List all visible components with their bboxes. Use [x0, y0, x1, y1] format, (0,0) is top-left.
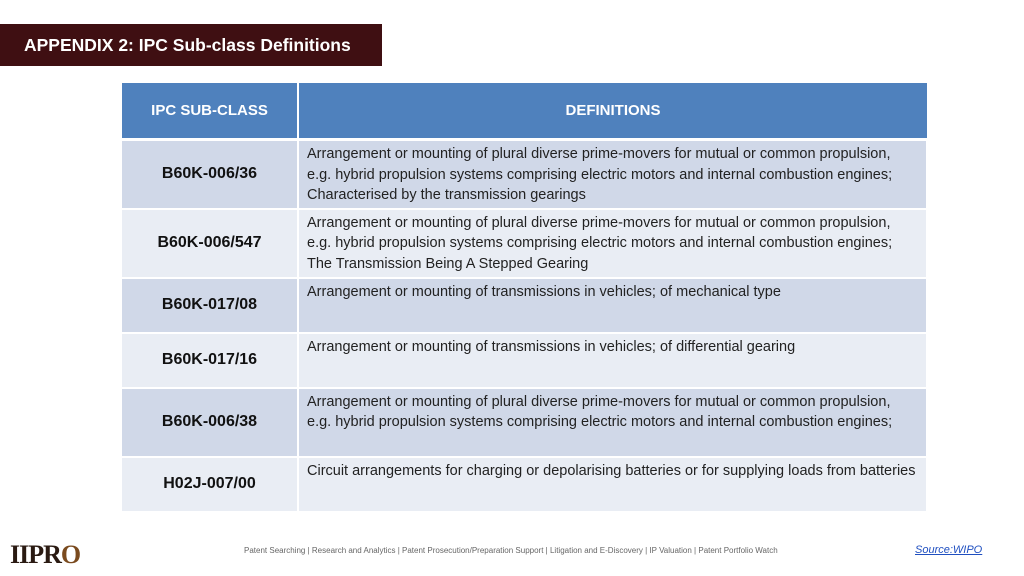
table-row: [122, 140, 927, 209]
ipc-code: B60K-017/16: [122, 333, 298, 388]
table-row: [122, 457, 927, 512]
column-header-definitions: DEFINITIONS: [298, 83, 927, 140]
ipc-code: B60K-017/08: [122, 278, 298, 333]
definition: Arrangement or mounting of plural diverse prime-movers for mutual or common propulsion, e.g. hybrid propulsion systems comprising electric motors and internal combustion engines; Characterised by the transmission gearings: [298, 140, 927, 209]
table-row: [122, 278, 927, 333]
table-row: [122, 333, 927, 388]
title-banner: [0, 24, 382, 66]
ipc-code: B60K-006/547: [122, 209, 298, 278]
ipc-code: H02J-007/00: [122, 457, 298, 512]
source-link[interactable]: Source:WIPO: [915, 544, 983, 556]
definition: Arrangement or mounting of plural diverse prime-movers for mutual or common propulsion, e.g. hybrid propulsion systems comprising electric motors and internal combustion engines; The Transmission Being A Stepped Gearing: [298, 209, 927, 278]
table-row: [122, 388, 927, 457]
definition: Arrangement or mounting of transmissions in vehicles; of differential gearing: [298, 333, 927, 388]
page-title: APPENDIX 2: IPC Sub-class Definitions: [24, 34, 351, 55]
definition: Circuit arrangements for charging or depolarising batteries or for supplying loads from batteries: [298, 457, 927, 512]
column-header-ipc-subclass: IPC SUB-CLASS: [122, 83, 298, 140]
definition: Arrangement or mounting of transmissions in vehicles; of mechanical type: [298, 278, 927, 333]
definition: Arrangement or mounting of plural diverse prime-movers for mutual or common propulsion, e.g. hybrid propulsion systems comprising electric motors and internal combustion engines;: [298, 388, 927, 457]
table-row: [122, 209, 927, 278]
iipro-logo: IIPRO: [10, 540, 81, 569]
ipc-definitions-table: [122, 83, 928, 513]
table-header-row: [122, 83, 927, 140]
ipc-code: B60K-006/36: [122, 140, 298, 209]
ipc-code: B60K-006/38: [122, 388, 298, 457]
footer-services: Patent Searching | Research and Analytics | Patent Prosecution/Preparation Support | Litigation and E-Discovery | IP Valuation | Patent Portfolio Watch: [244, 546, 778, 555]
